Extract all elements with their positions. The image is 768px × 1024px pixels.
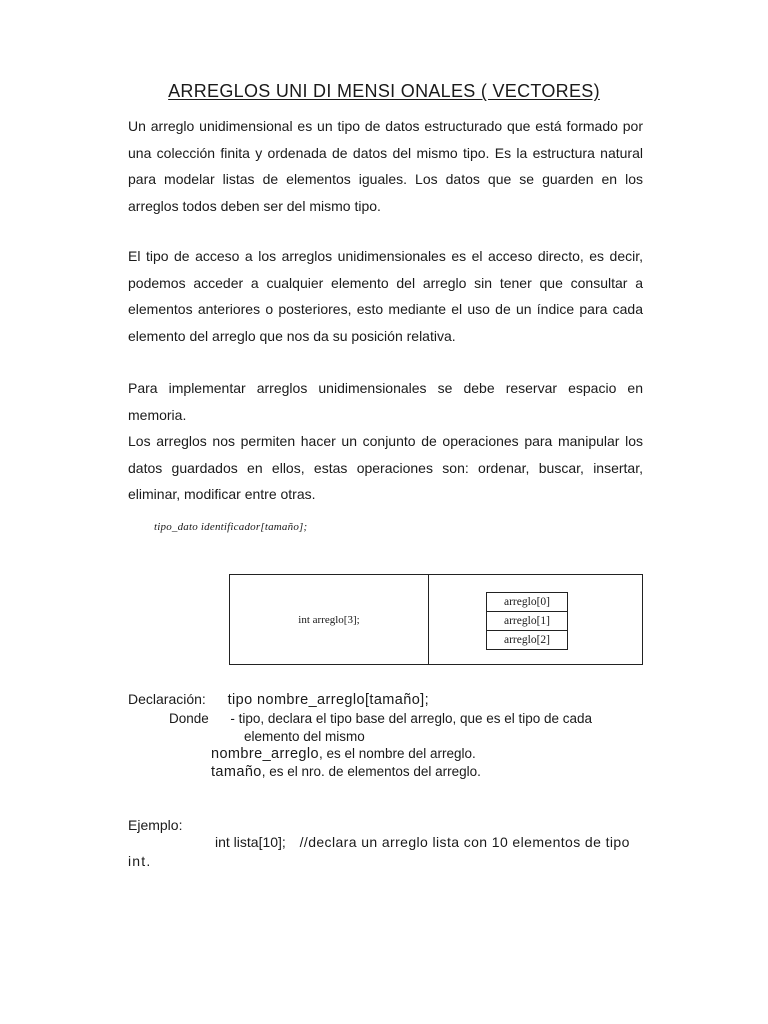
page-title <box>0 81 768 102</box>
ejemplo-code: int lista[10]; <box>215 834 286 850</box>
syntax-line: tipo_dato identificador[tamaño]; <box>154 521 308 533</box>
paragraph-definition: Un arreglo unidimensional es un tipo de datos estructurado que está formado por una colección finita y ordenada de datos del mismo tipo. Es la estructura natural para modelar listas de elementos iguales. Los datos que se guarden en los arreglos todos deben ser del mismo tipo. <box>128 118 643 214</box>
declaracion-label: Declaración: <box>128 691 206 707</box>
ejemplo-code-cont: int. <box>128 853 152 869</box>
declaracion-syntax: tipo nombre_arreglo[tamaño]; <box>227 692 430 708</box>
term-tamano: tamaño <box>211 764 262 780</box>
array-cell: arreglo[2] <box>487 630 567 649</box>
donde-item-nombre <box>211 746 476 762</box>
donde-label: Donde <box>169 711 209 726</box>
term-nombre-arreglo: nombre_arreglo <box>211 746 319 762</box>
donde-line <box>169 711 592 726</box>
array-cell: arreglo[0] <box>504 596 550 608</box>
ejemplo-comment: //declara un arreglo lista con 10 elementos de tipo <box>299 834 630 850</box>
ejemplo-code-line <box>215 834 630 850</box>
array-declaration: int arreglo[3]; <box>298 613 360 626</box>
array-cells <box>486 592 568 650</box>
paragraph-memory: Para implementar arreglos unidimensionales se debe reservar espacio en memoria. <box>128 380 643 423</box>
page-title-text: ARREGLOS UNI DI MENSI ONALES ( VECTORES) <box>168 81 600 101</box>
paragraph-access: El tipo de acceso a los arreglos unidimensionales es el acceso directo, es decir, podemos acceder a cualquier elemento del arreglo sin tener que consultar a elementos anteriores o posteriores, esto mediante el uso de un índice para cada elemento del arreglo que nos da su posición relativa. <box>128 248 643 344</box>
term-tamano-desc: , es el nro. de elementos del arreglo. <box>261 764 481 779</box>
paragraph-operations: Los arreglos nos permiten hacer un conjunto de operaciones para manipular los datos guardados en ellos, estas operaciones son: ordenar, buscar, insertar, eliminar, modificar entre otras. <box>128 433 643 502</box>
declaracion-line <box>128 691 429 708</box>
term-nombre-arreglo-desc: , es el nombre del arreglo. <box>318 746 476 761</box>
donde-item-tamano <box>211 764 481 780</box>
donde-item-tipo: - tipo, declara el tipo base del arreglo, que es el tipo de cada <box>230 711 593 726</box>
array-diagram <box>229 574 643 665</box>
diagram-divider <box>428 575 429 664</box>
donde-item-tipo-cont: elemento del mismo <box>244 729 365 744</box>
ejemplo-label: Ejemplo: <box>128 817 183 833</box>
array-cell: arreglo[1] <box>487 611 567 630</box>
